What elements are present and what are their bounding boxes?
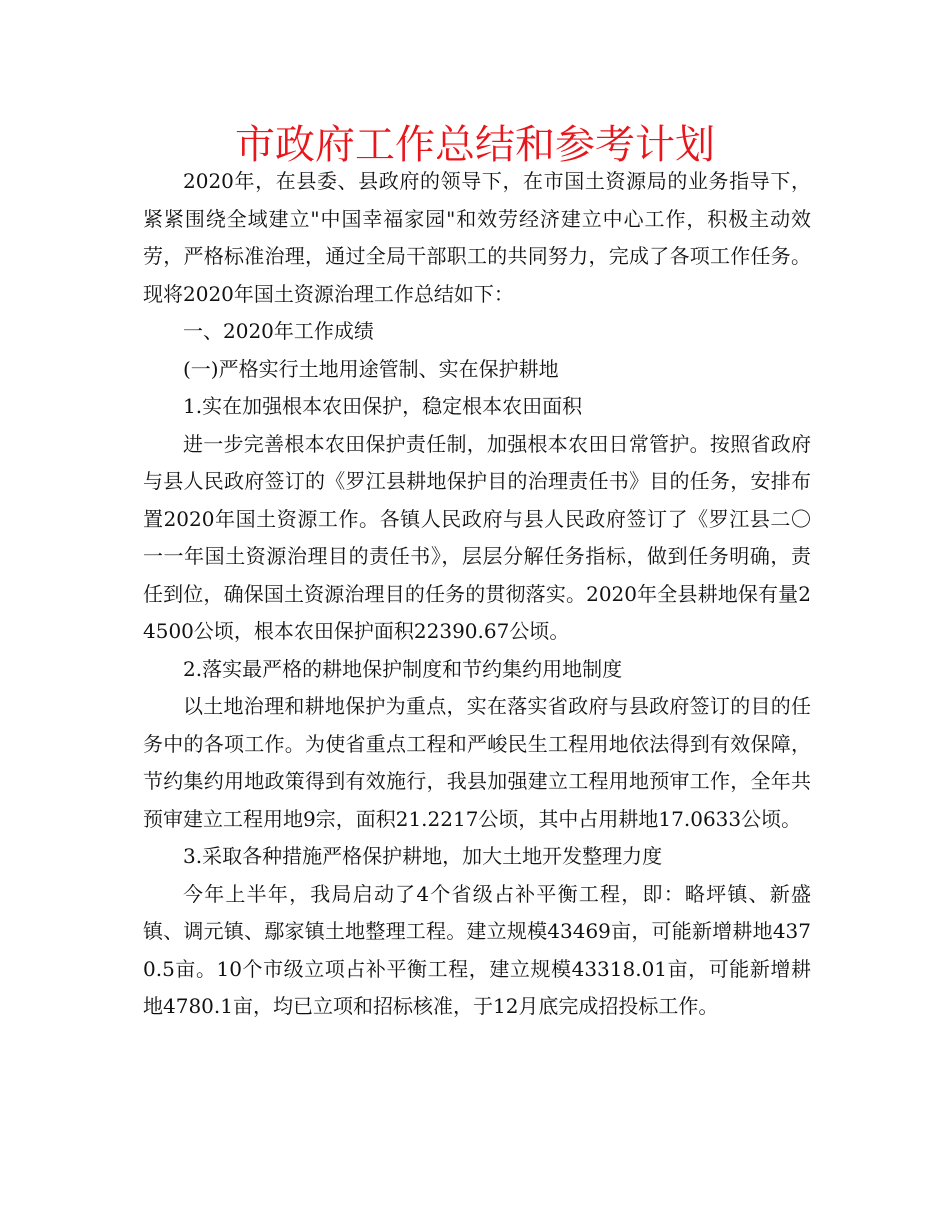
- document-body: [143, 163, 811, 1026]
- document-title: 市政府工作总结和参考计划: [235, 122, 715, 168]
- paragraph-farmland-protection: 进一步完善根本农田保护责任制，加强根本农田日常管护。按照省政府与县人民政府签订的《罗江县耕地保护目的治理责任书》目的任务，安排布置2020年国土资源工作。各镇人民政府与县人民政府签订了《罗江县二〇一一年国土资源治理目的责任书》，层层分解任务指标，做到任务明确，责任到位，确保国土资源治理目的任务的贯彻落实。2020年全县耕地保有量24500公顷，根本农田保护面积22390.67公顷。: [143, 431, 811, 643]
- paragraph-land-development: 今年上半年，我局启动了4个省级占补平衡工程，即：略坪镇、新盛镇、调元镇、鄢家镇土地整理工程。建立规模43469亩，可能新增耕地4370.5亩。10个市级立项占补平衡工程，建立规模43318.01亩，可能新增耕地4780.1亩，均已立项和招标核准，于12月底完成招投标工作。: [143, 881, 811, 1018]
- paragraph-land-use-system: 以土地治理和耕地保护为重点，实在落实省政府与县政府签订的目的任务中的各项工作。为使省重点工程和严峻民生工程用地依法得到有效保障，节约集约用地政策得到有效施行，我县加强建立工程用地预审工作，全年共预审建立工程用地9宗，面积21.2217公顷，其中占用耕地17.0633公顷。: [143, 694, 811, 831]
- subsection-heading-land-use: (一)严格实行土地用途管制、实在保护耕地: [183, 356, 559, 381]
- item-heading-3: 3.采取各种措施严格保护耕地，加大土地开发整理力度: [183, 844, 663, 868]
- paragraph-intro: 2020年，在县委、县政府的领导下，在市国土资源局的业务指导下，紧紧围绕全域建立"中国幸福家园"和效劳经济建立中心工作，积极主动效劳，严格标准治理，通过全局干部职工的共同努力，完成了各项工作任务。现将2020年国土资源治理工作总结如下：: [143, 169, 811, 306]
- section-heading-achievements: 一、2020年工作成绩: [183, 319, 374, 343]
- item-heading-1: 1.实在加强根本农田保护，稳定根本农田面积: [183, 394, 583, 418]
- item-heading-2: 2.落实最严格的耕地保护制度和节约集约用地制度: [183, 656, 623, 681]
